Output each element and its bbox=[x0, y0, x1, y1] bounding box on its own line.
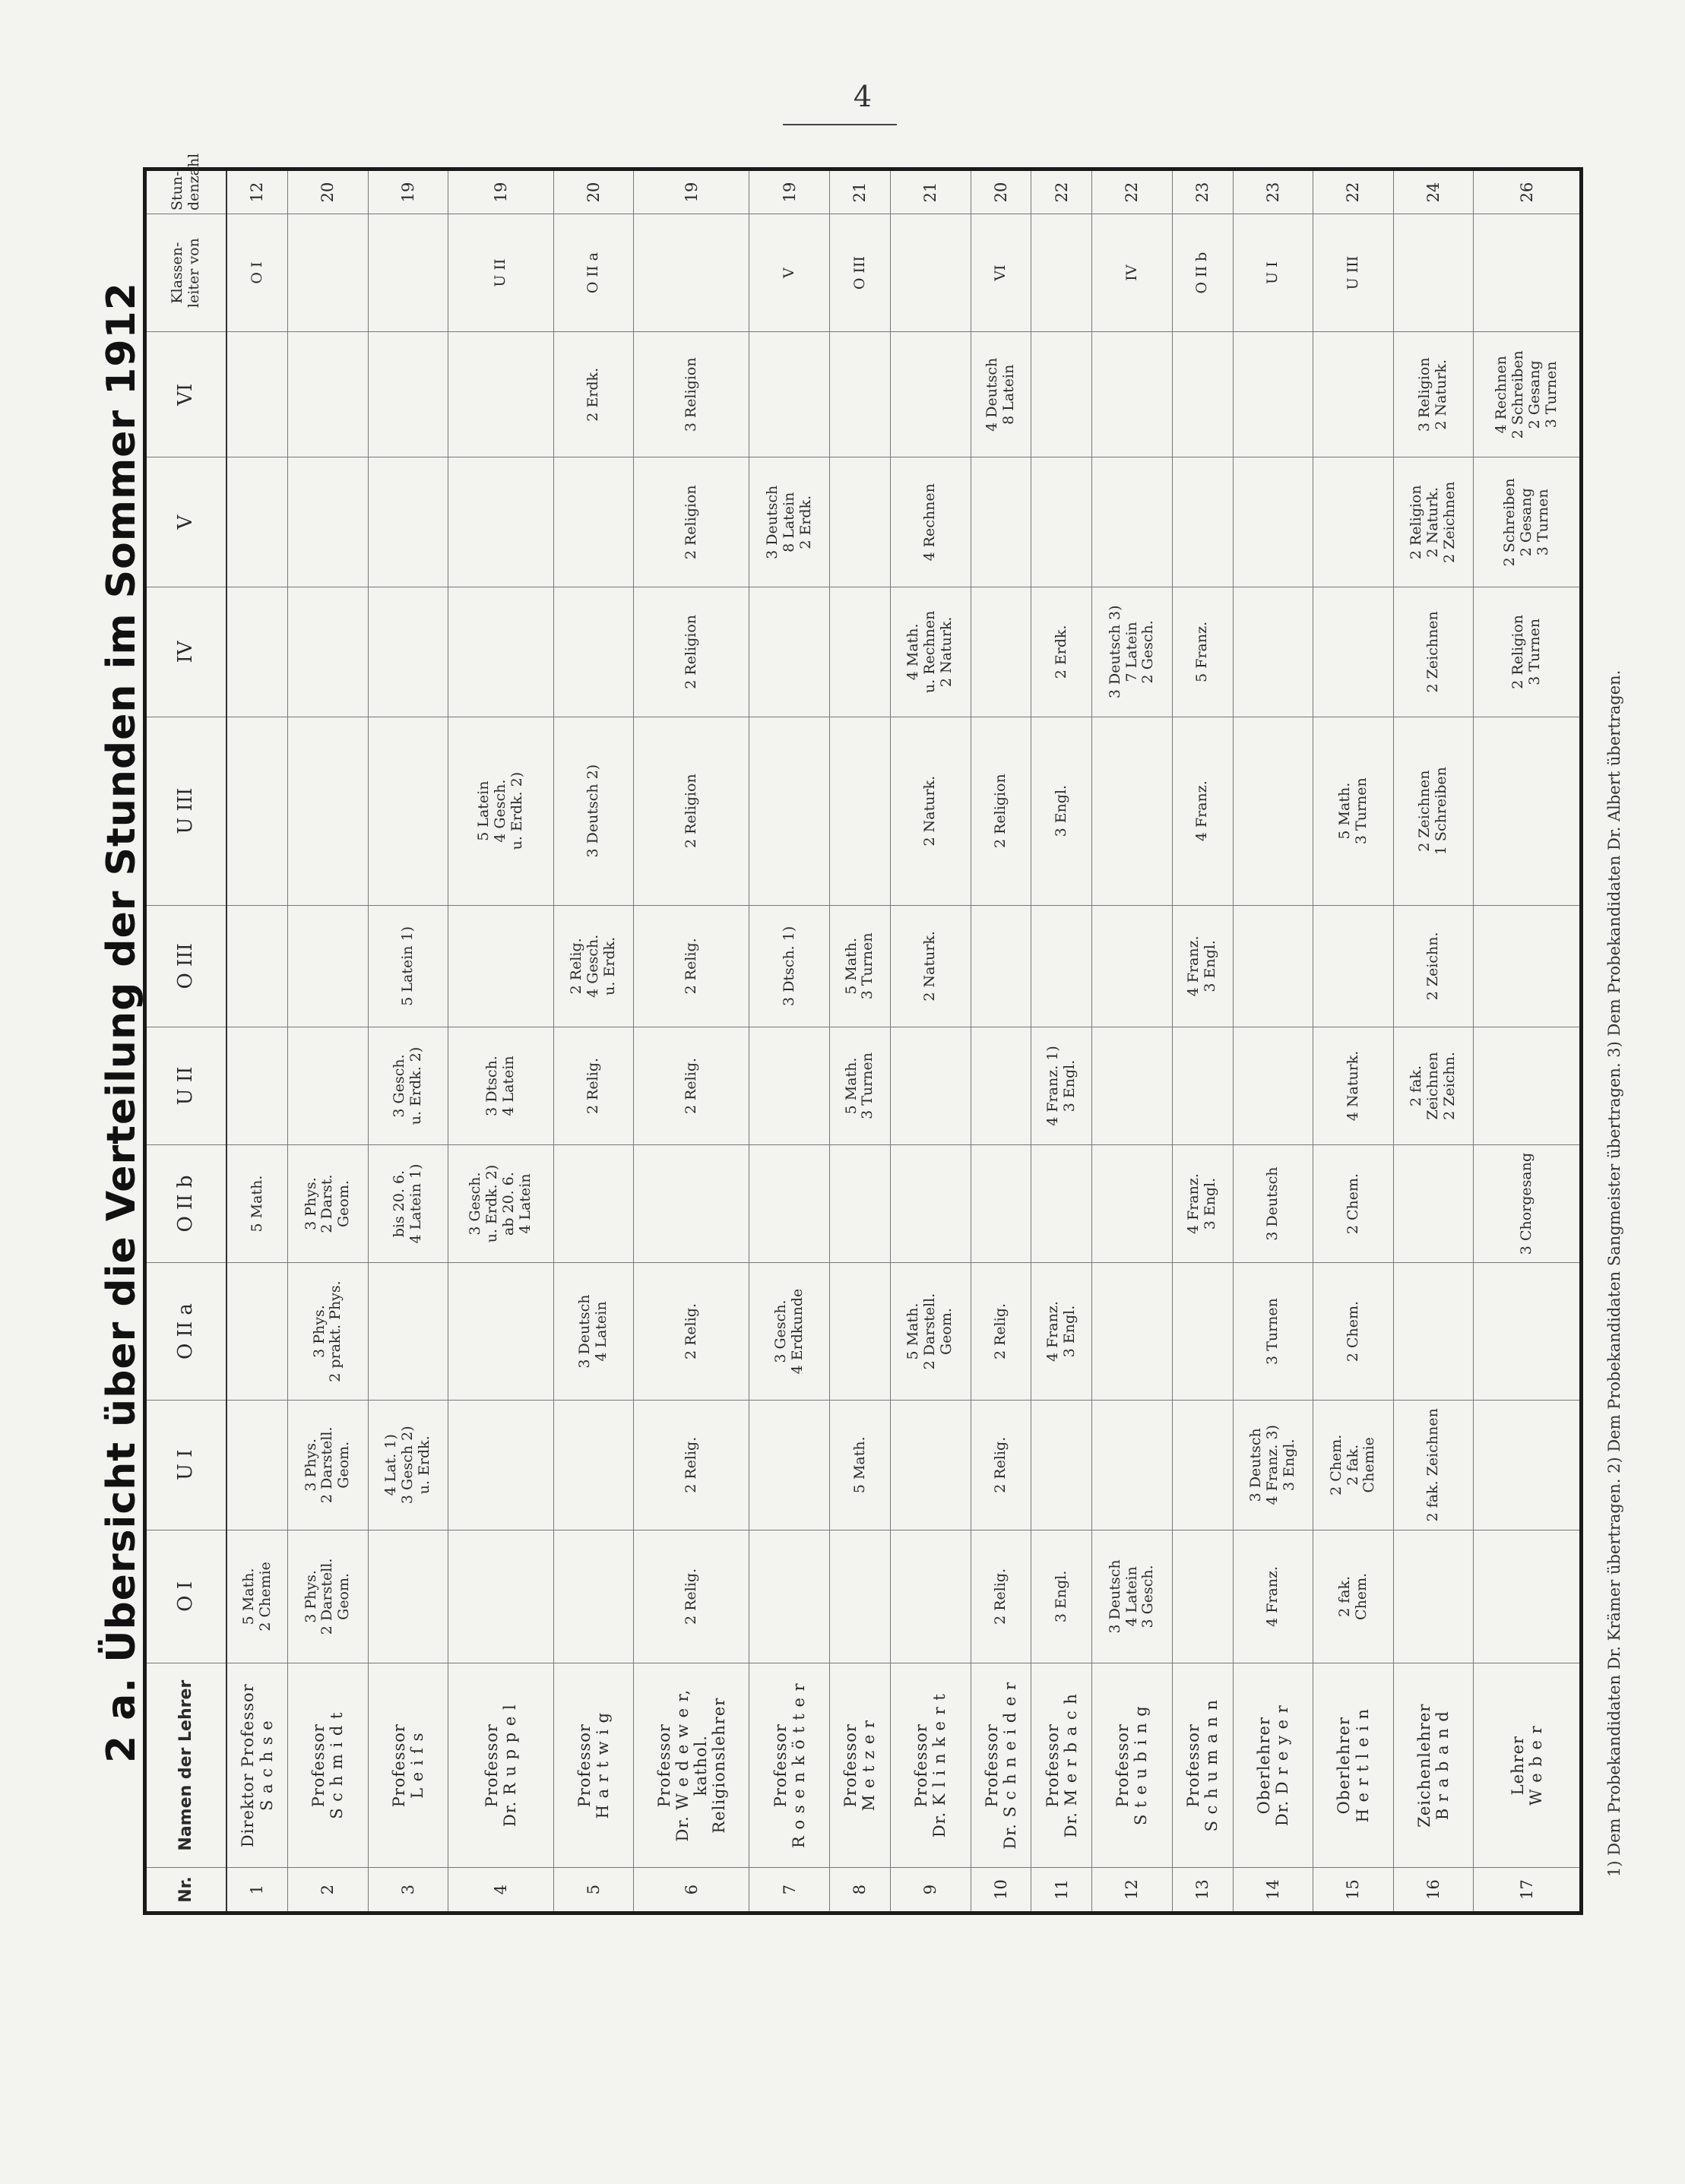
cell-oiii bbox=[288, 905, 369, 1027]
teacher-number: 4 bbox=[448, 1868, 553, 1913]
teacher-number: 17 bbox=[1474, 1868, 1582, 1913]
cell-vi bbox=[1092, 332, 1173, 457]
teacher-hours-table bbox=[143, 153, 1583, 1915]
cell-uiii bbox=[226, 717, 288, 905]
cell-stundenzahl: 24 bbox=[1393, 169, 1474, 214]
cell-uiii: 2 Religion bbox=[634, 717, 749, 905]
cell-iv bbox=[830, 587, 891, 717]
table-row bbox=[448, 169, 553, 1913]
cell-klassenleiter bbox=[890, 214, 971, 332]
timetable-rotated-frame bbox=[143, 153, 1583, 1915]
cell-uiii: 3 Deutsch 2) bbox=[553, 717, 634, 905]
cell-vi: 4 Rechnen 2 Schreiben 2 Gesang 3 Turnen bbox=[1474, 332, 1582, 457]
cell-stundenzahl: 22 bbox=[1313, 169, 1394, 214]
cell-klassenleiter: IV bbox=[1092, 214, 1173, 332]
cell-stundenzahl: 23 bbox=[1172, 169, 1233, 214]
cell-oi bbox=[553, 1530, 634, 1663]
cell-v: 3 Deutsch 8 Latein 2 Erdk. bbox=[749, 457, 830, 587]
header-oiib: O II b bbox=[145, 1145, 227, 1263]
teacher-number: 9 bbox=[890, 1868, 971, 1913]
teacher-name: Zeichenlehrer B r a b a n d bbox=[1393, 1663, 1474, 1868]
cell-stundenzahl: 19 bbox=[448, 169, 553, 214]
cell-iv bbox=[553, 587, 634, 717]
teacher-name: Oberlehrer Dr. D r e y e r bbox=[1233, 1663, 1313, 1868]
header-oiia: O II a bbox=[145, 1263, 227, 1401]
teacher-number: 10 bbox=[971, 1868, 1031, 1913]
table-row bbox=[368, 169, 448, 1913]
cell-oi: 5 Math. 2 Chemie bbox=[226, 1530, 288, 1663]
cell-iv bbox=[288, 587, 369, 717]
cell-vi bbox=[1031, 332, 1092, 457]
header-uii: U II bbox=[145, 1027, 227, 1144]
cell-uiii bbox=[1474, 717, 1582, 905]
teacher-number: 3 bbox=[368, 1868, 448, 1913]
header-iv: IV bbox=[145, 587, 227, 717]
cell-iv bbox=[368, 587, 448, 717]
cell-iv bbox=[971, 587, 1031, 717]
footnotes: 1) Dem Probekandidaten Dr. Krämer übertragen. 2) Dem Probekandidaten Sangmeister übertragen. 3) Dem Probekandidaten Dr. Albert übertragen. bbox=[1605, 669, 1623, 1877]
teacher-name: Professor M e t z e r bbox=[830, 1663, 891, 1868]
cell-iv: 5 Franz. bbox=[1172, 587, 1233, 717]
teacher-name: Professor Dr. W e d e w e r, kathol. Religionslehrer bbox=[634, 1663, 749, 1868]
cell-uii bbox=[288, 1027, 369, 1144]
cell-vi bbox=[226, 332, 288, 457]
cell-oiib bbox=[553, 1145, 634, 1263]
cell-oiia bbox=[1172, 1263, 1233, 1401]
cell-oiii bbox=[226, 905, 288, 1027]
cell-klassenleiter bbox=[1474, 214, 1582, 332]
cell-uiii bbox=[749, 717, 830, 905]
teacher-name: Oberlehrer H e r t l e i n bbox=[1313, 1663, 1394, 1868]
cell-uiii bbox=[368, 717, 448, 905]
cell-oiia: 3 Deutsch 4 Latein bbox=[553, 1263, 634, 1401]
cell-uiii: 5 Latein 4 Gesch. u. Erdk. 2) bbox=[448, 717, 553, 905]
cell-klassenleiter: O III bbox=[830, 214, 891, 332]
cell-stundenzahl: 20 bbox=[971, 169, 1031, 214]
cell-oiia: 3 Phys. 2 prakt. Phys. bbox=[288, 1263, 369, 1401]
teacher-number: 14 bbox=[1233, 1868, 1313, 1913]
teacher-name: Professor Dr. S c h n e i d e r bbox=[971, 1663, 1031, 1868]
cell-oi bbox=[749, 1530, 830, 1663]
cell-oiib bbox=[1031, 1145, 1092, 1263]
cell-oi: 2 Relig. bbox=[971, 1530, 1031, 1663]
cell-ui bbox=[1172, 1400, 1233, 1530]
cell-oiii: 5 Math. 3 Turnen bbox=[830, 905, 891, 1027]
cell-oiib: 3 Deutsch bbox=[1233, 1145, 1313, 1263]
cell-oiii bbox=[1233, 905, 1313, 1027]
cell-uii: 2 fak. Zeichnen 2 Zeichn. bbox=[1393, 1027, 1474, 1144]
cell-ui bbox=[749, 1400, 830, 1530]
cell-oiib bbox=[1092, 1145, 1173, 1263]
cell-v: 4 Rechnen bbox=[890, 457, 971, 587]
cell-oiia bbox=[368, 1263, 448, 1401]
page-number-rule bbox=[783, 124, 897, 125]
table-row bbox=[1474, 169, 1582, 1913]
cell-ui: 3 Phys. 2 Darstell. Geom. bbox=[288, 1400, 369, 1530]
cell-iv bbox=[226, 587, 288, 717]
cell-uii bbox=[1233, 1027, 1313, 1144]
cell-stundenzahl: 19 bbox=[368, 169, 448, 214]
page-number: 4 bbox=[853, 80, 873, 113]
cell-klassenleiter: U II bbox=[448, 214, 553, 332]
cell-oi bbox=[1172, 1530, 1233, 1663]
cell-uiii: 4 Franz. bbox=[1172, 717, 1233, 905]
cell-stundenzahl: 20 bbox=[553, 169, 634, 214]
teacher-name: Professor Dr. M e r b a c h bbox=[1031, 1663, 1092, 1868]
cell-uii bbox=[1474, 1027, 1582, 1144]
cell-oiii: 2 Relig. bbox=[634, 905, 749, 1027]
teacher-number: 5 bbox=[553, 1868, 634, 1913]
header-stundenzahl: Stun- denzahl bbox=[145, 169, 227, 214]
cell-oiia bbox=[448, 1263, 553, 1401]
table-row bbox=[226, 169, 288, 1913]
cell-klassenleiter: U III bbox=[1313, 214, 1394, 332]
teacher-number: 6 bbox=[634, 1868, 749, 1913]
cell-oi bbox=[368, 1530, 448, 1663]
cell-vi: 4 Deutsch 8 Latein bbox=[971, 332, 1031, 457]
cell-stundenzahl: 22 bbox=[1092, 169, 1173, 214]
cell-oiib: 2 Chem. bbox=[1313, 1145, 1394, 1263]
cell-ui bbox=[553, 1400, 634, 1530]
cell-v bbox=[368, 457, 448, 587]
teacher-name: Professor S t e u b i n g bbox=[1092, 1663, 1173, 1868]
cell-v bbox=[971, 457, 1031, 587]
cell-oi: 4 Franz. bbox=[1233, 1530, 1313, 1663]
cell-v bbox=[1313, 457, 1394, 587]
cell-oiib: 5 Math. bbox=[226, 1145, 288, 1263]
teacher-number: 11 bbox=[1031, 1868, 1092, 1913]
cell-oi: 2 fak. Chem. bbox=[1313, 1530, 1394, 1663]
cell-oi bbox=[1474, 1530, 1582, 1663]
header-oiii: O III bbox=[145, 905, 227, 1027]
table-row bbox=[971, 169, 1031, 1913]
cell-iv bbox=[1233, 587, 1313, 717]
teacher-number: 13 bbox=[1172, 1868, 1233, 1913]
cell-v bbox=[830, 457, 891, 587]
cell-uiii: 2 Naturk. bbox=[890, 717, 971, 905]
cell-klassenleiter: V bbox=[749, 214, 830, 332]
teacher-number: 15 bbox=[1313, 1868, 1394, 1913]
cell-uii bbox=[749, 1027, 830, 1144]
cell-uii: 3 Gesch. u. Erdk. 2) bbox=[368, 1027, 448, 1144]
cell-oiia: 3 Gesch. 4 Erdkunde bbox=[749, 1263, 830, 1401]
cell-oiia: 4 Franz. 3 Engl. bbox=[1031, 1263, 1092, 1401]
teacher-number: 12 bbox=[1092, 1868, 1173, 1913]
cell-uii bbox=[890, 1027, 971, 1144]
cell-oiib: 3 Phys. 2 Darst. Geom. bbox=[288, 1145, 369, 1263]
cell-stundenzahl: 22 bbox=[1031, 169, 1092, 214]
cell-uii bbox=[971, 1027, 1031, 1144]
cell-oiii: 4 Franz. 3 Engl. bbox=[1172, 905, 1233, 1027]
cell-oiib: 3 Chorgesang bbox=[1474, 1145, 1582, 1263]
cell-klassenleiter bbox=[288, 214, 369, 332]
table-row bbox=[553, 169, 634, 1913]
cell-stundenzahl: 19 bbox=[749, 169, 830, 214]
cell-oiia bbox=[226, 1263, 288, 1401]
cell-ui: 5 Math. bbox=[830, 1400, 891, 1530]
teacher-number: 7 bbox=[749, 1868, 830, 1913]
table-header-row bbox=[145, 169, 227, 1913]
cell-stundenzahl: 21 bbox=[890, 169, 971, 214]
cell-oiii: 3 Dtsch. 1) bbox=[749, 905, 830, 1027]
cell-oiia bbox=[1393, 1263, 1474, 1401]
cell-iv bbox=[1313, 587, 1394, 717]
cell-oiib bbox=[1393, 1145, 1474, 1263]
header-name: Namen der Lehrer bbox=[145, 1663, 227, 1868]
teacher-number: 2 bbox=[288, 1868, 369, 1913]
cell-v: 2 Schreiben 2 Gesang 3 Turnen bbox=[1474, 457, 1582, 587]
cell-oiib: bis 20. 6. 4 Latein 1) bbox=[368, 1145, 448, 1263]
cell-uiii: 5 Math. 3 Turnen bbox=[1313, 717, 1394, 905]
cell-oiia: 2 Relig. bbox=[971, 1263, 1031, 1401]
cell-v bbox=[1092, 457, 1173, 587]
cell-vi bbox=[1172, 332, 1233, 457]
cell-uii: 2 Relig. bbox=[553, 1027, 634, 1144]
teacher-number: 8 bbox=[830, 1868, 891, 1913]
cell-klassenleiter: O II a bbox=[553, 214, 634, 332]
cell-oiii bbox=[1031, 905, 1092, 1027]
teacher-number: 1 bbox=[226, 1868, 288, 1913]
cell-vi bbox=[288, 332, 369, 457]
cell-oi bbox=[830, 1530, 891, 1663]
cell-v bbox=[1172, 457, 1233, 587]
cell-oiib bbox=[830, 1145, 891, 1263]
cell-oiib: 4 Franz. 3 Engl. bbox=[1172, 1145, 1233, 1263]
cell-oi bbox=[1393, 1530, 1474, 1663]
cell-klassenleiter: O I bbox=[226, 214, 288, 332]
cell-vi bbox=[890, 332, 971, 457]
teacher-name: Professor Dr. K l i n k e r t bbox=[890, 1663, 971, 1868]
table-row bbox=[1092, 169, 1173, 1913]
teacher-name: Professor L e i ſ s bbox=[368, 1663, 448, 1868]
cell-oiii bbox=[448, 905, 553, 1027]
cell-ui: 2 Relig. bbox=[634, 1400, 749, 1530]
cell-oiia bbox=[1474, 1263, 1582, 1401]
cell-vi bbox=[830, 332, 891, 457]
cell-vi: 3 Religion bbox=[634, 332, 749, 457]
header-v: V bbox=[145, 457, 227, 587]
cell-oiib bbox=[890, 1145, 971, 1263]
cell-uiii: 2 Zeichnen 1 Schreiben bbox=[1393, 717, 1474, 905]
table-row bbox=[749, 169, 830, 1913]
cell-uii: 5 Math. 3 Turnen bbox=[830, 1027, 891, 1144]
cell-ui bbox=[226, 1400, 288, 1530]
cell-oiii bbox=[1313, 905, 1394, 1027]
cell-uii bbox=[1092, 1027, 1173, 1144]
teacher-name: Lehrer W e b e r bbox=[1474, 1663, 1582, 1868]
cell-vi bbox=[1313, 332, 1394, 457]
cell-ui bbox=[1031, 1400, 1092, 1530]
teacher-name: Direktor Professor S a c h s e bbox=[226, 1663, 288, 1868]
table-row bbox=[830, 169, 891, 1913]
cell-iv bbox=[448, 587, 553, 717]
cell-stundenzahl: 21 bbox=[830, 169, 891, 214]
teacher-number: 16 bbox=[1393, 1868, 1474, 1913]
cell-oi: 3 Deutsch 4 Latein 3 Gesch. bbox=[1092, 1530, 1173, 1663]
table-row bbox=[1313, 169, 1394, 1913]
teacher-name: Professor Dr. R u p p e l bbox=[448, 1663, 553, 1868]
cell-uiii bbox=[288, 717, 369, 905]
cell-vi bbox=[368, 332, 448, 457]
cell-v bbox=[1233, 457, 1313, 587]
cell-uiii bbox=[1233, 717, 1313, 905]
cell-ui bbox=[448, 1400, 553, 1530]
table-row bbox=[1172, 169, 1233, 1913]
cell-v bbox=[1031, 457, 1092, 587]
cell-stundenzahl: 19 bbox=[634, 169, 749, 214]
cell-uii: 4 Franz. 1) 3 Engl. bbox=[1031, 1027, 1092, 1144]
cell-v bbox=[553, 457, 634, 587]
cell-oiii: 2 Naturk. bbox=[890, 905, 971, 1027]
cell-stundenzahl: 26 bbox=[1474, 169, 1582, 214]
header-uiii: U III bbox=[145, 717, 227, 905]
cell-ui: 2 Chem. 2 fak. Chemie bbox=[1313, 1400, 1394, 1530]
cell-oiib bbox=[749, 1145, 830, 1263]
cell-klassenleiter bbox=[1031, 214, 1092, 332]
cell-iv: 3 Deutsch 3) 7 Latein 2 Gesch. bbox=[1092, 587, 1173, 717]
cell-klassenleiter bbox=[634, 214, 749, 332]
page-title: 2 a. Übersicht über die Verteilung der Stunden im Sommer 1912 bbox=[99, 282, 144, 1763]
cell-uiii: 3 Engl. bbox=[1031, 717, 1092, 905]
cell-ui: 2 Relig. bbox=[971, 1400, 1031, 1530]
cell-iv: 2 Religion 3 Turnen bbox=[1474, 587, 1582, 717]
cell-oiii: 2 Zeichn. bbox=[1393, 905, 1474, 1027]
cell-ui bbox=[1474, 1400, 1582, 1530]
cell-oiii: 5 Latein 1) bbox=[368, 905, 448, 1027]
cell-uiii bbox=[1092, 717, 1173, 905]
cell-oiii bbox=[1474, 905, 1582, 1027]
cell-v bbox=[226, 457, 288, 587]
cell-uii: 3 Dtsch. 4 Latein bbox=[448, 1027, 553, 1144]
cell-v: 2 Religion 2 Naturk. 2 Zeichnen bbox=[1393, 457, 1474, 587]
cell-klassenleiter: VI bbox=[971, 214, 1031, 332]
cell-uii bbox=[226, 1027, 288, 1144]
teacher-name: Professor S c h m i d t bbox=[288, 1663, 369, 1868]
cell-uiii bbox=[830, 717, 891, 905]
teacher-name: Professor H a r t w i g bbox=[553, 1663, 634, 1868]
cell-vi: 2 Erdk. bbox=[553, 332, 634, 457]
cell-iv: 2 Religion bbox=[634, 587, 749, 717]
cell-v bbox=[288, 457, 369, 587]
cell-vi bbox=[1233, 332, 1313, 457]
cell-oi: 2 Relig. bbox=[634, 1530, 749, 1663]
header-oi: O I bbox=[145, 1530, 227, 1663]
cell-oiia: 2 Relig. bbox=[634, 1263, 749, 1401]
cell-uii: 2 Relig. bbox=[634, 1027, 749, 1144]
table-row bbox=[1031, 169, 1092, 1913]
cell-vi bbox=[749, 332, 830, 457]
cell-klassenleiter: U I bbox=[1233, 214, 1313, 332]
cell-klassenleiter bbox=[368, 214, 448, 332]
cell-oiia bbox=[830, 1263, 891, 1401]
cell-oiii bbox=[971, 905, 1031, 1027]
header-klassenleiter: Klassen- leiter von bbox=[145, 214, 227, 332]
cell-oiib: 3 Gesch. u. Erdk. 2) ab 20. 6. 4 Latein bbox=[448, 1145, 553, 1263]
cell-oi bbox=[890, 1530, 971, 1663]
cell-oi bbox=[448, 1530, 553, 1663]
cell-ui: 4 Lat. 1) 3 Gesch 2) u. Erdk. bbox=[368, 1400, 448, 1530]
cell-vi bbox=[448, 332, 553, 457]
cell-oiia: 5 Math. 2 Darstell. Geom. bbox=[890, 1263, 971, 1401]
cell-uii bbox=[1172, 1027, 1233, 1144]
cell-stundenzahl: 23 bbox=[1233, 169, 1313, 214]
cell-oiii: 2 Relig. 4 Gesch. u. Erdk. bbox=[553, 905, 634, 1027]
cell-oiia bbox=[1092, 1263, 1173, 1401]
table-row bbox=[1393, 169, 1474, 1913]
cell-oiib bbox=[634, 1145, 749, 1263]
cell-ui bbox=[890, 1400, 971, 1530]
cell-ui: 3 Deutsch 4 Franz. 3) 3 Engl. bbox=[1233, 1400, 1313, 1530]
table-row bbox=[288, 169, 369, 1913]
cell-ui: 2 fak. Zeichnen bbox=[1393, 1400, 1474, 1530]
cell-iv: 4 Math. u. Rechnen 2 Naturk. bbox=[890, 587, 971, 717]
cell-v: 2 Religion bbox=[634, 457, 749, 587]
cell-uiii: 2 Religion bbox=[971, 717, 1031, 905]
cell-iv: 2 Zeichnen bbox=[1393, 587, 1474, 717]
table-body bbox=[226, 169, 1582, 1913]
cell-klassenleiter bbox=[1393, 214, 1474, 332]
cell-oi: 3 Engl. bbox=[1031, 1530, 1092, 1663]
table-row bbox=[1233, 169, 1313, 1913]
header-vi: VI bbox=[145, 332, 227, 457]
teacher-name: Professor S c h u m a n n bbox=[1172, 1663, 1233, 1868]
cell-v bbox=[448, 457, 553, 587]
cell-iv bbox=[749, 587, 830, 717]
table-row bbox=[890, 169, 971, 1913]
header-nr: Nr. bbox=[145, 1868, 227, 1913]
cell-uii: 4 Naturk. bbox=[1313, 1027, 1394, 1144]
cell-vi: 3 Religion 2 Naturk. bbox=[1393, 332, 1474, 457]
cell-oiia: 3 Turnen bbox=[1233, 1263, 1313, 1401]
cell-klassenleiter: O II b bbox=[1172, 214, 1233, 332]
table-row bbox=[634, 169, 749, 1913]
cell-ui bbox=[1092, 1400, 1173, 1530]
cell-oiib bbox=[971, 1145, 1031, 1263]
header-ui: U I bbox=[145, 1400, 227, 1530]
cell-stundenzahl: 12 bbox=[226, 169, 288, 214]
cell-oiia: 2 Chem. bbox=[1313, 1263, 1394, 1401]
cell-oiii bbox=[1092, 905, 1173, 1027]
cell-oi: 3 Phys. 2 Darstell. Geom. bbox=[288, 1530, 369, 1663]
teacher-name: Professor R o s e n k ö t t e r bbox=[749, 1663, 830, 1868]
cell-stundenzahl: 20 bbox=[288, 169, 369, 214]
cell-iv: 2 Erdk. bbox=[1031, 587, 1092, 717]
